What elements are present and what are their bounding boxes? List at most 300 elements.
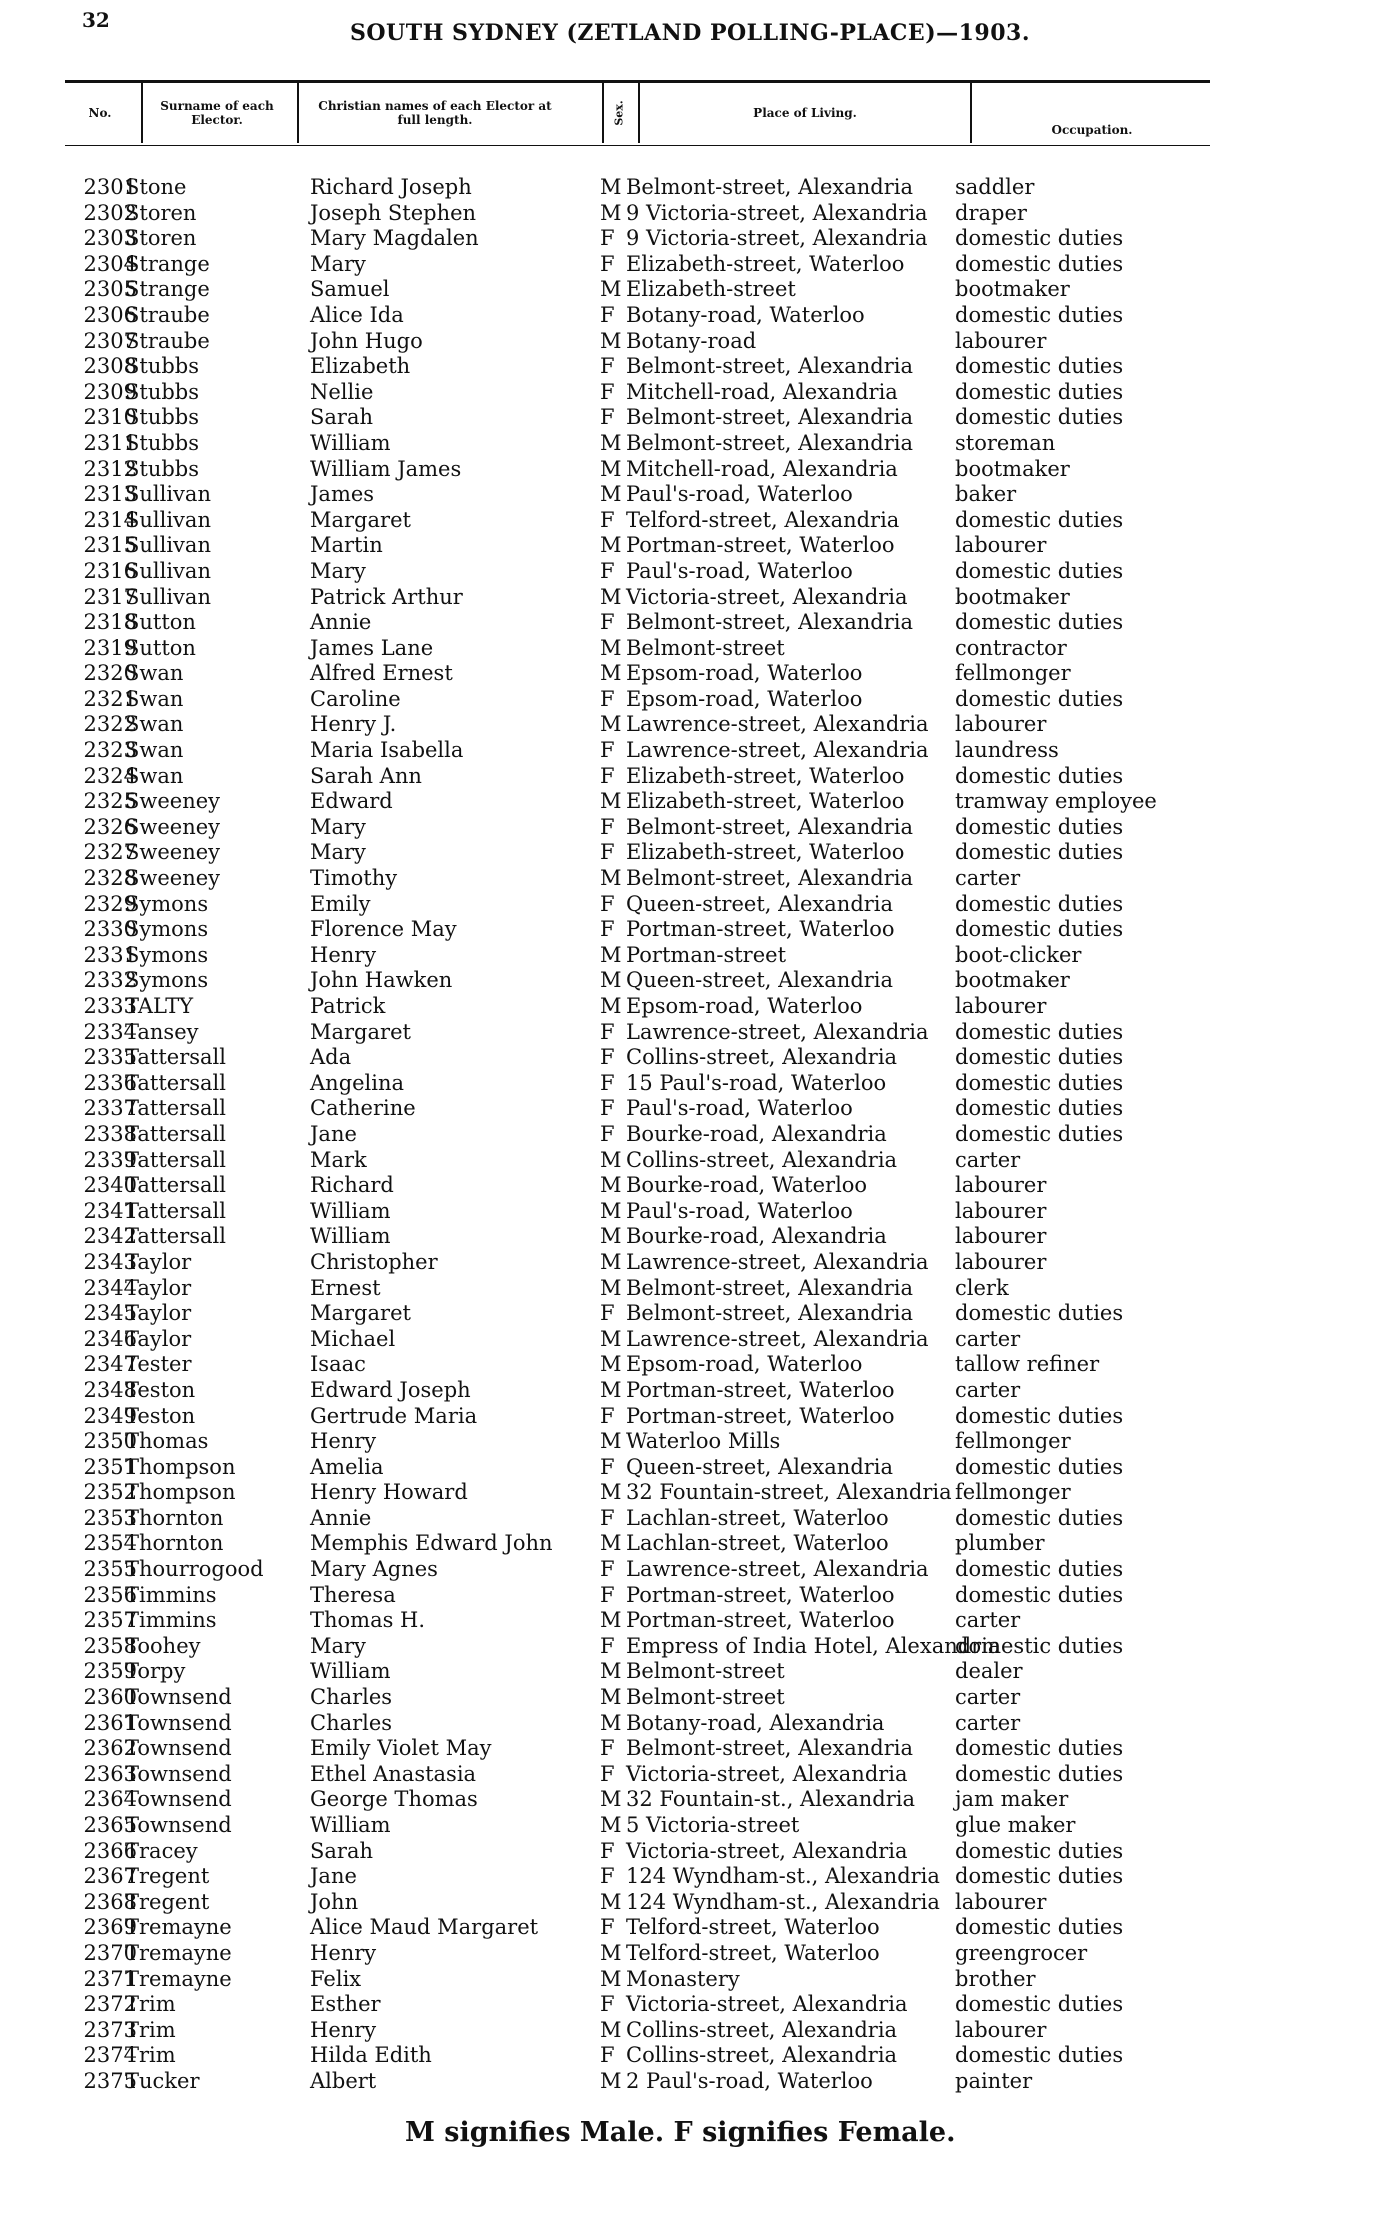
table-row [0,533,1382,559]
table-row [0,380,1382,406]
occupation-cell: carter [955,1685,1021,1710]
table-row [0,1557,1382,1583]
surname-cell: Tansey [125,1019,199,1044]
sex-cell: F [600,1864,615,1889]
table-row [0,968,1382,994]
christian-names-cell: John Hugo [310,328,423,353]
occupation-cell: domestic duties [955,1915,1124,1940]
place-of-living-cell: 124 Wyndham-st., Alexandria [626,1889,940,1914]
occupation-cell: dealer [955,1659,1023,1684]
place-of-living-cell: Portman-street [626,942,787,967]
occupation-cell: carter [955,1147,1021,1172]
place-of-living-cell: Paul's-road, Waterloo [626,1198,853,1223]
sex-cell: F [600,738,615,763]
header-divider [638,83,640,143]
occupation-cell: labourer [955,2017,1047,2042]
christian-names-cell: Timothy [310,866,398,891]
place-of-living-cell: Portman-street, Waterloo [626,1403,895,1428]
elector-number: 2356 [83,1582,137,1607]
surname-cell: Tattersall [125,1121,226,1146]
place-of-living-cell: Mitchell-road, Alexandria [626,379,898,404]
christian-names-cell: Edward [310,789,393,814]
occupation-cell: carter [955,1326,1021,1351]
surname-cell: Townsend [125,1813,232,1837]
christian-names-cell: Richard Joseph [310,175,472,199]
surname-cell: Torpy [125,1659,186,1684]
sex-cell: F [600,814,615,839]
sex-cell: M [600,1326,622,1351]
place-of-living-cell: 32 Fountain-street, Alexandria [626,1480,952,1505]
elector-number: 2304 [83,251,137,276]
place-of-living-cell: Lawrence-street, Alexandria [626,738,929,763]
sex-cell: M [600,1198,622,1223]
header-divider [141,83,143,143]
elector-number: 2367 [83,1864,137,1889]
christian-names-cell: Caroline [310,686,401,711]
table-row [0,636,1382,662]
sex-cell: M [600,1787,622,1812]
elector-number: 2324 [83,763,137,788]
surname-cell: Sullivan [125,482,211,507]
place-of-living-cell: Queen-street, Alexandria [626,968,894,993]
elector-number: 2371 [83,1966,137,1991]
place-of-living-cell: Epsom-road, Waterloo [626,1352,863,1377]
elector-number: 2322 [83,712,137,737]
christian-names-cell: Patrick [310,994,386,1018]
occupation-cell: labourer [955,533,1047,558]
elector-number: 2323 [83,738,137,763]
surname-cell: Strange [125,251,210,276]
surname-cell: Townsend [125,1787,232,1812]
elector-number: 2365 [83,1813,137,1837]
christian-names-cell: Mark [310,1147,367,1172]
surname-cell: Tucker [125,2068,200,2093]
occupation-cell: jam maker [955,1787,1069,1812]
occupation-cell: domestic duties [955,610,1124,635]
place-of-living-cell: Elizabeth-street, Waterloo [626,840,905,865]
occupation-cell: labourer [955,712,1047,737]
sex-cell: F [600,507,615,532]
table-row [0,252,1382,278]
sex-cell: F [600,1070,615,1095]
occupation-cell: bootmaker [955,277,1070,302]
table-row [0,2018,1382,2044]
elector-number: 2364 [83,1787,137,1812]
surname-cell: Trim [125,2017,176,2042]
occupation-cell: domestic duties [955,1992,1124,2017]
surname-cell: Teston [125,1377,196,1402]
surname-cell: Trim [125,2043,176,2068]
place-of-living-cell: Epsom-road, Waterloo [626,661,863,686]
table-row [0,1455,1382,1481]
christian-names-cell: Angelina [310,1070,405,1095]
surname-cell: Tregent [125,1864,210,1889]
table-row [0,226,1382,252]
elector-number: 2362 [83,1736,137,1761]
surname-cell: Thomas [125,1429,209,1454]
christian-names-cell: Henry [310,942,377,967]
elector-number: 2312 [83,456,137,481]
place-of-living-cell: Lawrence-street, Alexandria [626,1249,929,1274]
place-of-living-cell: Belmont-street, Alexandria [626,1736,914,1761]
occupation-cell: domestic duties [955,1045,1124,1070]
sex-cell: F [600,251,615,276]
header-occupation: Occupation. [1051,123,1133,137]
sex-cell: M [600,1377,622,1402]
sex-cell: M [600,1940,622,1965]
occupation-cell: bootmaker [955,968,1070,993]
occupation-cell: domestic duties [955,251,1124,276]
place-of-living-cell: Belmont-street, Alexandria [626,866,914,891]
occupation-cell: saddler [955,175,1035,199]
table-row [0,431,1382,457]
christian-names-cell: Annie [310,1505,372,1530]
header-place: Place of Living. [753,106,857,120]
sex-cell: M [600,635,622,660]
place-of-living-cell: Belmont-street, Alexandria [626,405,914,430]
christian-names-cell: William [310,1659,391,1684]
elector-number: 2363 [83,1761,137,1786]
sex-cell: M [600,1659,622,1684]
elector-number: 2321 [83,686,137,711]
place-of-living-cell: 9 Victoria-street, Alexandria [626,200,928,225]
occupation-cell: domestic duties [955,1403,1124,1428]
christian-names-cell: Richard [310,1173,394,1198]
christian-names-cell: John Hawken [310,968,453,993]
christian-names-cell: Memphis Edward John [310,1531,553,1556]
table-row [0,1787,1382,1813]
occupation-cell: glue maker [955,1813,1076,1837]
christian-names-cell: Emily [310,891,371,916]
christian-names-cell: Sarah [310,1838,373,1863]
christian-names-cell: Thomas H. [310,1608,426,1633]
table-row [0,1148,1382,1174]
elector-number: 2350 [83,1429,137,1454]
elector-number: 2366 [83,1838,137,1863]
elector-number: 2335 [83,1045,137,1070]
place-of-living-cell: Paul's-road, Waterloo [626,558,853,583]
sex-cell: F [600,302,615,327]
sex-cell: M [600,866,622,891]
table-row [0,1224,1382,1250]
place-of-living-cell: Victoria-street, Alexandria [626,584,908,609]
table-row [0,943,1382,969]
surname-cell: Taylor [125,1301,192,1326]
table-row [0,917,1382,943]
page-number: 32 [82,8,110,32]
place-of-living-cell: 5 Victoria-street [626,1813,800,1837]
table-row [0,201,1382,227]
christian-names-cell: Margaret [310,1301,411,1326]
surname-cell: Symons [125,891,209,916]
elector-number: 2369 [83,1915,137,1940]
table-row [0,457,1382,483]
occupation-cell: labourer [955,1249,1047,1274]
christian-names-cell: Hilda Edith [310,2043,432,2068]
occupation-cell: domestic duties [955,686,1124,711]
occupation-cell: fellmonger [955,661,1071,686]
sex-cell: F [600,2043,615,2068]
elector-number: 2325 [83,789,137,814]
christian-names-cell: Alice Ida [310,302,404,327]
place-of-living-cell: Belmont-street [626,1685,785,1710]
table-row [0,1711,1382,1737]
sex-cell: M [600,1173,622,1198]
place-of-living-cell: Botany-road, Alexandria [626,1710,885,1735]
place-of-living-cell: Belmont-street [626,1659,785,1684]
occupation-cell: storeman [955,430,1056,455]
place-of-living-cell: Elizabeth-street, Waterloo [626,251,905,276]
place-of-living-cell: Botany-road [626,328,757,353]
surname-cell: Thompson [125,1454,236,1479]
place-of-living-cell: Victoria-street, Alexandria [626,1838,908,1863]
sex-cell: M [600,1608,622,1633]
occupation-cell: domestic duties [955,379,1124,404]
sex-cell: F [600,840,615,865]
table-row [0,1276,1382,1302]
sex-cell: M [600,942,622,967]
christian-names-cell: Patrick Arthur [310,584,463,609]
christian-names-cell: William James [310,456,462,481]
place-of-living-cell: Bourke-road, Waterloo [626,1173,868,1198]
place-of-living-cell: 15 Paul's-road, Waterloo [626,1070,887,1095]
surname-cell: Tattersall [125,1147,226,1172]
place-of-living-cell: Paul's-road, Waterloo [626,482,853,507]
occupation-cell: domestic duties [955,1121,1124,1146]
sex-cell: F [600,1121,615,1146]
elector-number: 2313 [83,482,137,507]
table-row [0,661,1382,687]
christian-names-cell: Joseph Stephen [310,200,477,225]
place-of-living-cell: Portman-street, Waterloo [626,917,895,942]
table-row [0,1327,1382,1353]
christian-names-cell: Michael [310,1326,396,1351]
elector-number: 2357 [83,1608,137,1633]
place-of-living-cell: Belmont-street, Alexandria [626,430,914,455]
table-row [0,482,1382,508]
surname-cell: TALTY [125,994,194,1018]
surname-cell: Tregent [125,1889,210,1914]
place-of-living-cell: Portman-street, Waterloo [626,1582,895,1607]
table-row [0,1864,1382,1890]
surname-cell: Tattersall [125,1198,226,1223]
elector-number: 2310 [83,405,137,430]
elector-number: 2374 [83,2043,137,2068]
surname-cell: Thompson [125,1480,236,1505]
christian-names-cell: Charles [310,1710,393,1735]
place-of-living-cell: Belmont-street, Alexandria [626,354,914,379]
elector-number: 2349 [83,1403,137,1428]
elector-number: 2329 [83,891,137,916]
occupation-cell: domestic duties [955,1070,1124,1095]
sex-cell: M [600,661,622,686]
place-of-living-cell: Empress of India Hotel, Alexandria [626,1633,1001,1658]
table-row [0,1890,1382,1916]
occupation-cell: domestic duties [955,558,1124,583]
occupation-cell: labourer [955,1889,1047,1914]
elector-number: 2354 [83,1531,137,1556]
elector-number: 2336 [83,1070,137,1095]
table-row [0,866,1382,892]
occupation-cell: carter [955,1377,1021,1402]
occupation-cell: bootmaker [955,584,1070,609]
sex-cell: F [600,1301,615,1326]
christian-names-cell: Samuel [310,277,390,302]
surname-cell: Tattersall [125,1173,226,1198]
surname-cell: Taylor [125,1275,192,1300]
elector-number: 2303 [83,226,137,251]
occupation-cell: labourer [955,994,1047,1018]
table-row [0,1813,1382,1839]
table-row [0,175,1382,201]
header-bottom-rule [65,145,1210,146]
sex-cell: F [600,1736,615,1761]
christian-names-cell: William [310,1813,391,1837]
elector-number: 2361 [83,1710,137,1735]
place-of-living-cell: Monastery [626,1966,740,1991]
header-divider [297,83,299,143]
table-row [0,508,1382,534]
place-of-living-cell: Belmont-street, Alexandria [626,1301,914,1326]
sex-cell: F [600,917,615,942]
place-of-living-cell: Elizabeth-street [626,277,796,302]
occupation-cell: domestic duties [955,2043,1124,2068]
surname-cell: Thornton [125,1505,224,1530]
elector-number: 2360 [83,1685,137,1710]
occupation-cell: domestic duties [955,840,1124,865]
christian-names-cell: Margaret [310,1019,411,1044]
christian-names-cell: William [310,1224,391,1249]
christian-names-cell: James Lane [310,635,434,660]
elector-number: 2301 [83,175,137,199]
sex-cell: M [600,1224,622,1249]
surname-cell: Sullivan [125,533,211,558]
surname-cell: Sutton [125,635,196,660]
christian-names-cell: Alice Maud Margaret [310,1915,539,1940]
elector-number: 2372 [83,1992,137,2017]
table-row [0,1839,1382,1865]
occupation-cell: labourer [955,328,1047,353]
sex-cell: F [600,1045,615,1070]
place-of-living-cell: Bourke-road, Alexandria [626,1121,887,1146]
surname-cell: Townsend [125,1685,232,1710]
place-of-living-cell: Telford-street, Waterloo [626,1940,880,1965]
sex-cell: M [600,2068,622,2093]
sex-cell: M [600,2017,622,2042]
elector-number: 2352 [83,1480,137,1505]
elector-number: 2347 [83,1352,137,1377]
christian-names-cell: Henry [310,1429,377,1454]
table-row [0,1992,1382,2018]
table-row [0,892,1382,918]
table-row [0,1301,1382,1327]
table-row [0,329,1382,355]
surname-cell: Timmins [125,1582,217,1607]
elector-number: 2316 [83,558,137,583]
elector-number: 2314 [83,507,137,532]
christian-names-cell: Ethel Anastasia [310,1761,477,1786]
occupation-cell: domestic duties [955,1761,1124,1786]
christian-names-cell: James [310,482,375,507]
surname-cell: Townsend [125,1761,232,1786]
elector-number: 2370 [83,1940,137,1965]
sex-cell: F [600,1403,615,1428]
christian-names-cell: Felix [310,1966,362,1991]
surname-cell: Tremayne [125,1940,232,1965]
christian-names-cell: Ada [310,1045,352,1070]
sex-cell: F [600,1505,615,1530]
christian-names-cell: Ernest [310,1275,381,1300]
elector-number: 2373 [83,2017,137,2042]
occupation-cell: draper [955,200,1027,225]
table-row [0,1967,1382,1993]
place-of-living-cell: Lawrence-street, Alexandria [626,1019,929,1044]
elector-number: 2317 [83,584,137,609]
elector-number: 2307 [83,328,137,353]
christian-names-cell: Emily Violet May [310,1736,492,1761]
place-of-living-cell: Mitchell-road, Alexandria [626,456,898,481]
table-row [0,1173,1382,1199]
elector-number: 2318 [83,610,137,635]
christian-names-cell: Maria Isabella [310,738,464,763]
occupation-cell: domestic duties [955,1557,1124,1582]
surname-cell: Swan [125,738,184,763]
elector-number: 2338 [83,1121,137,1146]
table-row [0,1583,1382,1609]
occupation-cell: fellmonger [955,1480,1071,1505]
occupation-cell: clerk [955,1275,1009,1300]
occupation-cell: domestic duties [955,814,1124,839]
sex-cell: M [600,200,622,225]
table-row [0,1122,1382,1148]
column-header-row [65,83,1210,143]
sex-cell: M [600,1685,622,1710]
sex-cell: M [600,789,622,814]
place-of-living-cell: Lawrence-street, Alexandria [626,712,929,737]
table-row [0,1404,1382,1430]
christian-names-cell: Margaret [310,507,411,532]
occupation-cell: domestic duties [955,1505,1124,1530]
place-of-living-cell: Victoria-street, Alexandria [626,1761,908,1786]
occupation-cell: tallow refiner [955,1352,1100,1377]
sex-cell: M [600,968,622,993]
sex-cell: M [600,1480,622,1505]
elector-number: 2368 [83,1889,137,1914]
sex-cell: M [600,175,622,199]
sex-cell: M [600,1813,622,1837]
surname-cell: Thornton [125,1531,224,1556]
surname-cell: Stubbs [125,405,200,430]
christian-names-cell: Henry J. [310,712,397,737]
sex-cell: F [600,1019,615,1044]
sex-cell: F [600,686,615,711]
sex-cell: F [600,891,615,916]
table-row [0,738,1382,764]
christian-names-cell: Christopher [310,1249,438,1274]
elector-number: 2339 [83,1147,137,1172]
elector-number: 2315 [83,533,137,558]
surname-cell: Sullivan [125,558,211,583]
surname-cell: Symons [125,968,209,993]
christian-names-cell: Esther [310,1992,381,2017]
surname-cell: Straube [125,328,210,353]
place-of-living-cell: Belmont-street, Alexandria [626,175,914,199]
occupation-cell: domestic duties [955,226,1124,251]
surname-cell: Tattersall [125,1224,226,1249]
sex-cell: F [600,354,615,379]
surname-cell: Sullivan [125,584,211,609]
place-of-living-cell: Collins-street, Alexandria [626,1147,898,1172]
